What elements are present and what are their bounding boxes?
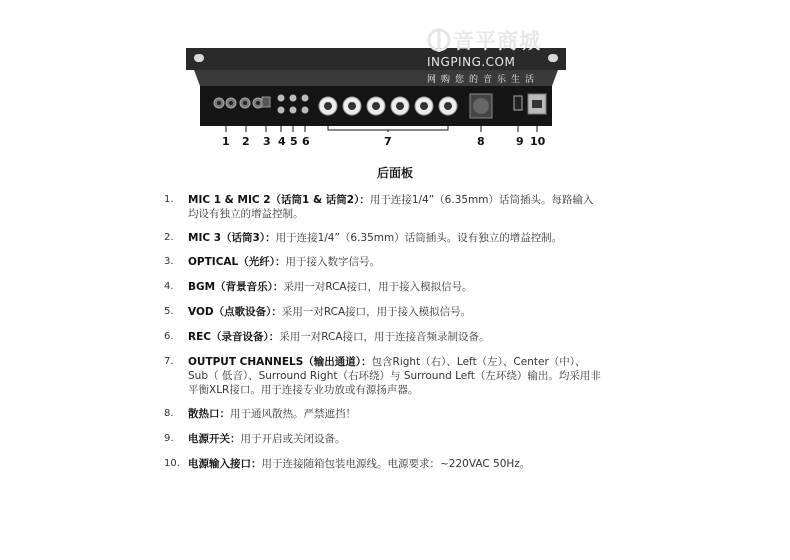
item-index: 4.	[164, 281, 174, 292]
list-item	[164, 255, 604, 269]
item-index: 8.	[164, 408, 174, 419]
item-label: OPTICAL（光纤）：	[188, 256, 286, 268]
watermark-slogan: 网购您的音乐生活	[427, 75, 540, 85]
item-label: BGM（背景音乐）：	[188, 281, 284, 293]
list-item	[164, 231, 604, 245]
list-item	[164, 330, 604, 344]
item-label: REC（录音设备）：	[188, 331, 280, 343]
item-index: 7.	[164, 356, 174, 367]
watermark-site: INGPING.COM	[427, 55, 516, 69]
item-label: 电源输入接口：	[188, 458, 262, 470]
section-title: 后面板	[376, 166, 413, 180]
callout-number: 9	[516, 135, 524, 148]
item-index: 9.	[164, 433, 174, 444]
item-label: 电源开关：	[188, 433, 241, 445]
item-index: 10.	[164, 458, 180, 469]
item-label: MIC 1 & MIC 2（话筒1 & 话筒2）：	[188, 194, 370, 206]
callout-number: 8	[477, 135, 485, 148]
callout-number: 10	[530, 135, 546, 148]
item-text: 采用一对RCA接口，用于接入模拟信号。	[281, 306, 472, 318]
item-text: 用于接入数字信号。	[285, 256, 380, 268]
callout-number: 1	[222, 135, 230, 148]
watermark-logo-text: 音平商城	[453, 29, 541, 53]
item-text: 采用一对RCA接口，用于接入模拟信号。	[283, 281, 473, 293]
item-label: MIC 3（话筒3）：	[188, 232, 276, 244]
callout-number: 5	[290, 135, 298, 148]
callout-number: 6	[302, 135, 310, 148]
item-text: 采用一对RCA接口，用于连接音频录制设备。	[279, 331, 490, 343]
callout-number: 2	[242, 135, 250, 148]
callout-number: 4	[278, 135, 286, 148]
rear-panel-description-list	[164, 193, 604, 471]
item-text: 用于连接1/4”（6.35mm）话筒插头。设有独立的增益控制。	[275, 232, 563, 244]
item-index: 5.	[164, 306, 174, 317]
item-index: 3.	[164, 256, 174, 267]
callout-number: 7	[384, 135, 392, 148]
item-index: 2.	[164, 232, 174, 243]
list-item	[164, 457, 604, 471]
list-item	[164, 407, 604, 421]
item-label: 散热口：	[188, 408, 230, 420]
item-text: 用于开启或关闭设备。	[240, 433, 346, 445]
item-text: 用于通风散热。严禁遮挡！	[230, 408, 356, 420]
list-item	[164, 305, 604, 319]
item-index: 1.	[164, 194, 174, 205]
item-index: 6.	[164, 331, 174, 342]
item-text: 用于连接随箱包装电源线。电源要求：~220VAC 50Hz。	[261, 458, 531, 470]
list-item	[164, 280, 604, 294]
list-item	[164, 355, 604, 397]
item-label: VOD（点歌设备）：	[188, 306, 282, 318]
callout-number: 3	[263, 135, 271, 148]
list-item	[164, 193, 604, 221]
item-text: 包含Right（右）、Left（左）、Center（中）、Sub（ 低音）、Surround Right（右环绕）与 Surround Left（左环绕）输出。均采用非平衡XLR接口。用于连接专业功放或有源扬声器。	[188, 356, 601, 396]
list-item	[164, 432, 604, 446]
item-text: 用于连接1/4”（6.35mm）话筒插头。每路输入均设有独立的增益控制。	[188, 194, 594, 220]
item-label: OUTPUT CHANNELS（输出通道）：	[188, 356, 372, 368]
